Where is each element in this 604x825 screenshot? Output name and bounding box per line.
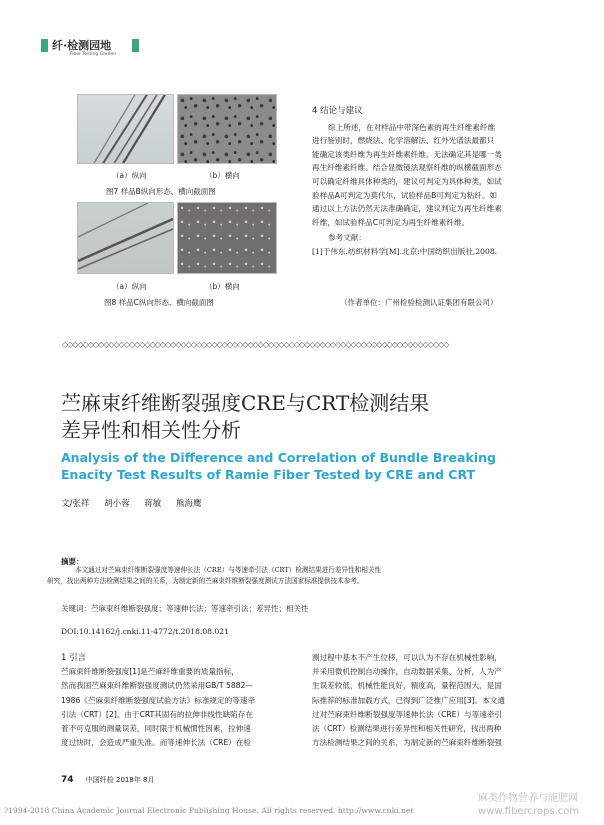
keywords: 关键词：苎麻束纤维断裂强度；等速伸长法；等速牵引法；差异性；相关性 — [61, 604, 309, 613]
article-title-cn-line1: 苎麻束纤维断裂强度CRE与CRT检测结果 — [61, 391, 430, 415]
conclusion-line: 纤维，如试验样品C可判定为再生纤维素纤维。 — [312, 217, 470, 227]
figure8-caption: 图8 样品C纵向形态、横向截面图 — [104, 298, 214, 307]
figure7-sub-a: （a）纵向 — [112, 171, 147, 180]
body-right-column — [312, 651, 548, 750]
author: 蒋敏 — [144, 499, 162, 509]
figure7-sub-b: （b）横向 — [205, 171, 240, 180]
page-footer — [61, 775, 154, 785]
body-line: 测过程中基本不产生位移，可以认为不存在机械性影响， — [312, 653, 502, 662]
figure7-cross-section-image — [177, 94, 277, 164]
author: 文/张祥 — [61, 499, 90, 509]
body-line: 方法检测结果之间的关系，为制定新的苎麻束纤维断裂强 — [312, 738, 502, 748]
conclusion-line: 可以确定纤维具体种类的，建议可判定为具体种类，如试 — [312, 176, 502, 186]
article-title-cn — [61, 390, 429, 444]
abstract-line: 研究，找出两种方法检测结果之间的关系，为制定新的苎麻束纤维断裂强度测试方法国家标准提供技术参考。 — [47, 576, 364, 585]
doi: DOI:10.14162/j.cnki.11-4772/t.2018.08.021 — [61, 627, 229, 636]
body-line: 引法（CRT）[2]。由于CRT其固有的拉伸非线性缺陷存在 — [61, 709, 253, 719]
body-left-column — [61, 651, 297, 750]
references-heading: 参考文献： — [328, 233, 366, 243]
conclusion-line: 能确定该类纤维为再生纤维素纤维，无法确定其是哪一类 — [312, 149, 502, 159]
header-accent-right — [132, 39, 139, 52]
section-divider: ◇◇◇◇◇◇◇◇◇◇◇◇◇◇◇◇◇◇◇◇◇◇◇◇◇◇◇◇◇◇◇◇◇◇◇◇◇◇◇◇◇◇◇◇◇◇◇◇◇◇◇◇◇◇◇◇◇◇◇◇◇◇◇◇◇◇◇◇◇◇◇◇◇◇◇ — [62, 340, 449, 349]
watermark-line: 麻类作物营养与施肥网 — [478, 793, 578, 804]
figure8-sub-b: （b）横向 — [205, 282, 240, 291]
page-number: 74 — [61, 775, 74, 785]
journal-issue: 中国纤检 2018年 8月 — [85, 776, 155, 784]
author: 熊海鹰 — [176, 499, 202, 509]
article-title-en — [61, 449, 496, 483]
section-header-subtitle: Fiber Testing Garden — [70, 52, 117, 57]
fiber-strands — [78, 203, 173, 273]
article-title-en-line2: Enacity Test Results of Ramie Fiber Tested by CRE and CRT — [61, 467, 476, 482]
watermark-line: www.fibercrops.com — [478, 806, 580, 817]
body-line: 并采用微机控制自动操作，自动数据采集、分析，人为产 — [312, 667, 502, 677]
author: 胡小蓉 — [104, 499, 130, 509]
header-accent-left — [41, 39, 48, 52]
conclusion-line: 综上所述，在对样品中带深色素的再生纤维素纤维 — [328, 122, 496, 132]
body-line: 法（CRT）检测结果进行差异性和相关性研究，找出两种 — [312, 724, 502, 734]
copyright-line: ?1994-2018 China Academic Journal Electronic Publishing House. All rights reserved. http://www.cnki.net — [4, 806, 414, 815]
site-watermark — [478, 792, 579, 818]
conclusion-line: 进行鉴别时，燃烧法、化学溶解法、红外光谱法最都只 — [312, 136, 495, 146]
body-line: 际推荐的标准加载方式，已得到广泛推广应用[3]。本文通 — [312, 695, 506, 705]
conclusion-line: 再生纤维素纤维。结合显微镜法观察纤维的纵横截面形态 — [312, 163, 502, 173]
author-affiliation: （作者单位：广州检验检测认证集团有限公司） — [340, 298, 498, 307]
body-line: 度过快时，会造成严重失准。而等速伸长法（CRE）在检 — [61, 738, 252, 748]
body-line: 生误差较低，机械性能良好，精度高，量程范围大，是国 — [312, 681, 502, 691]
intro-heading: 1 引言 — [61, 653, 87, 663]
body-line: 然而我国苎麻束纤维断裂强度测试仍然采用GB/T 5882— — [61, 681, 253, 691]
reference-item: [1]于伟东.纺织材料学[M].北京:中国纺织出版社,2008. — [312, 246, 498, 256]
conclusion-heading: 4 结论与建议 — [312, 106, 363, 116]
abstract-text — [47, 565, 541, 586]
body-line: 苎麻束纤维断裂强度[1]是苎麻纤维重要的质量指标， — [61, 667, 239, 677]
figure8-cross-section-image — [177, 202, 277, 274]
section-header-title: 纤·检测园地 — [52, 39, 112, 52]
article-title-cn-line2: 差异性和相关性分析 — [61, 418, 241, 442]
body-line: 1986《苎麻束纤维断裂强度试验方法》标准规定的等速牵 — [61, 695, 255, 705]
abstract-line: 本文通过对苎麻束纤维断裂强度等速伸长法（CRE）与等速牵引法（CRT）检测结果进行差异性和相关性 — [75, 566, 382, 574]
author-list — [61, 497, 214, 509]
article-title-en-line1: Analysis of the Difference and Correlation of Bundle Breaking — [61, 450, 496, 465]
figure8-sub-a: （a）纵向 — [112, 282, 147, 291]
figure8-longitudinal-image — [77, 202, 174, 274]
body-line: 过对苎麻束纤维断裂强度等速伸长法（CRE）与等速牵引 — [312, 709, 503, 719]
conclusion-line: 通过以上方法仍然无法准确确定，建议判定为再生纤维素 — [312, 204, 502, 214]
conclusion-line: 验样品A可判定为莫代尔，试验样品B可判定为粘纤。如 — [312, 190, 498, 200]
abstract-label: 摘要： — [61, 557, 84, 566]
conclusion-section — [312, 105, 548, 259]
fiber-strands — [78, 95, 173, 163]
figure7-longitudinal-image — [77, 94, 174, 164]
body-line: 着不可克服的测量误差，同时限于机械惯性因素，拉伸速 — [61, 724, 251, 734]
figure7-caption: 图7 样品B纵向形态、横向截面图 — [106, 187, 216, 196]
